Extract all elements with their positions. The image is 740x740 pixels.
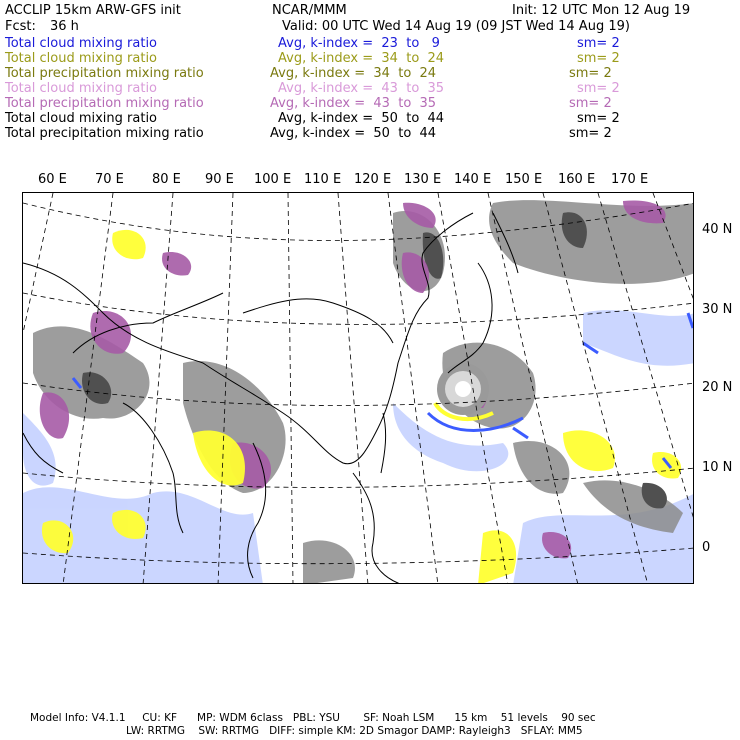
lon-label: 70 E: [95, 172, 124, 187]
lon-label: 160 E: [558, 172, 596, 187]
lon-label: 110 E: [304, 172, 342, 187]
forecast-map: [22, 192, 694, 584]
map-canvas: [23, 193, 694, 584]
legend-row-name: Total precipitation mixing ratio: [5, 66, 204, 81]
legend-row-avg: Avg, k-index = 50 to 44: [278, 111, 445, 126]
lon-label: 90 E: [205, 172, 234, 187]
legend-row-name: Total cloud mixing ratio: [5, 36, 158, 51]
legend-row-avg: Avg, k-index = 23 to 9: [278, 36, 440, 51]
init-time: Init: 12 UTC Mon 12 Aug 19: [512, 3, 691, 18]
legend-row-name: Total precipitation mixing ratio: [5, 126, 204, 141]
legend-row-sm: sm= 2: [569, 126, 612, 141]
forecast-hour: 36 h: [50, 19, 79, 34]
legend-row-sm: sm= 2: [577, 111, 620, 126]
lon-label: 120 E: [354, 172, 392, 187]
legend-row-sm: sm= 2: [569, 96, 612, 111]
model-info-line2: LW: RRTMG SW: RRTMG DIFF: simple KM: 2D Smagor DAMP: Rayleigh3 SFLAY: MM5: [126, 725, 583, 737]
model-info-line1: Model Info: V4.1.1 CU: KF MP: WDM 6class PBL: YSU SF: Noah LSM 15 km 51 levels 90 sec: [30, 712, 596, 724]
legend-row-name: Total cloud mixing ratio: [5, 81, 158, 96]
org-title: NCAR/MMM: [272, 3, 347, 18]
lat-label: 30 N: [702, 302, 733, 317]
model-title: ACCLIP 15km ARW-GFS init: [5, 3, 181, 18]
lon-label: 60 E: [38, 172, 67, 187]
lat-label: 0: [702, 540, 711, 555]
legend-row-name: Total cloud mixing ratio: [5, 51, 158, 66]
legend-row-avg: Avg, k-index = 50 to 44: [270, 126, 437, 141]
lat-label: 20 N: [702, 380, 733, 395]
forecast-label: Fcst:: [5, 19, 36, 34]
lon-label: 130 E: [404, 172, 442, 187]
legend-row-sm: sm= 2: [577, 51, 620, 66]
legend-row-name: Total cloud mixing ratio: [5, 111, 158, 126]
legend-row-sm: sm= 2: [577, 81, 620, 96]
lon-label: 170 E: [611, 172, 649, 187]
legend-row-avg: Avg, k-index = 34 to 24: [270, 66, 437, 81]
legend-row-avg: Avg, k-index = 43 to 35: [278, 81, 445, 96]
lon-label: 150 E: [505, 172, 543, 187]
legend-row-sm: sm= 2: [569, 66, 612, 81]
legend-row-avg: Avg, k-index = 34 to 24: [278, 51, 445, 66]
lon-label: 100 E: [254, 172, 292, 187]
valid-time: Valid: 00 UTC Wed 14 Aug 19 (09 JST Wed 14 Aug 19): [282, 19, 630, 34]
lat-label: 40 N: [702, 222, 733, 237]
legend-row-name: Total precipitation mixing ratio: [5, 96, 204, 111]
lon-label: 140 E: [454, 172, 492, 187]
lat-label: 10 N: [702, 460, 733, 475]
lon-label: 80 E: [152, 172, 181, 187]
legend-row-sm: sm= 2: [577, 36, 620, 51]
legend-row-avg: Avg, k-index = 43 to 35: [270, 96, 437, 111]
